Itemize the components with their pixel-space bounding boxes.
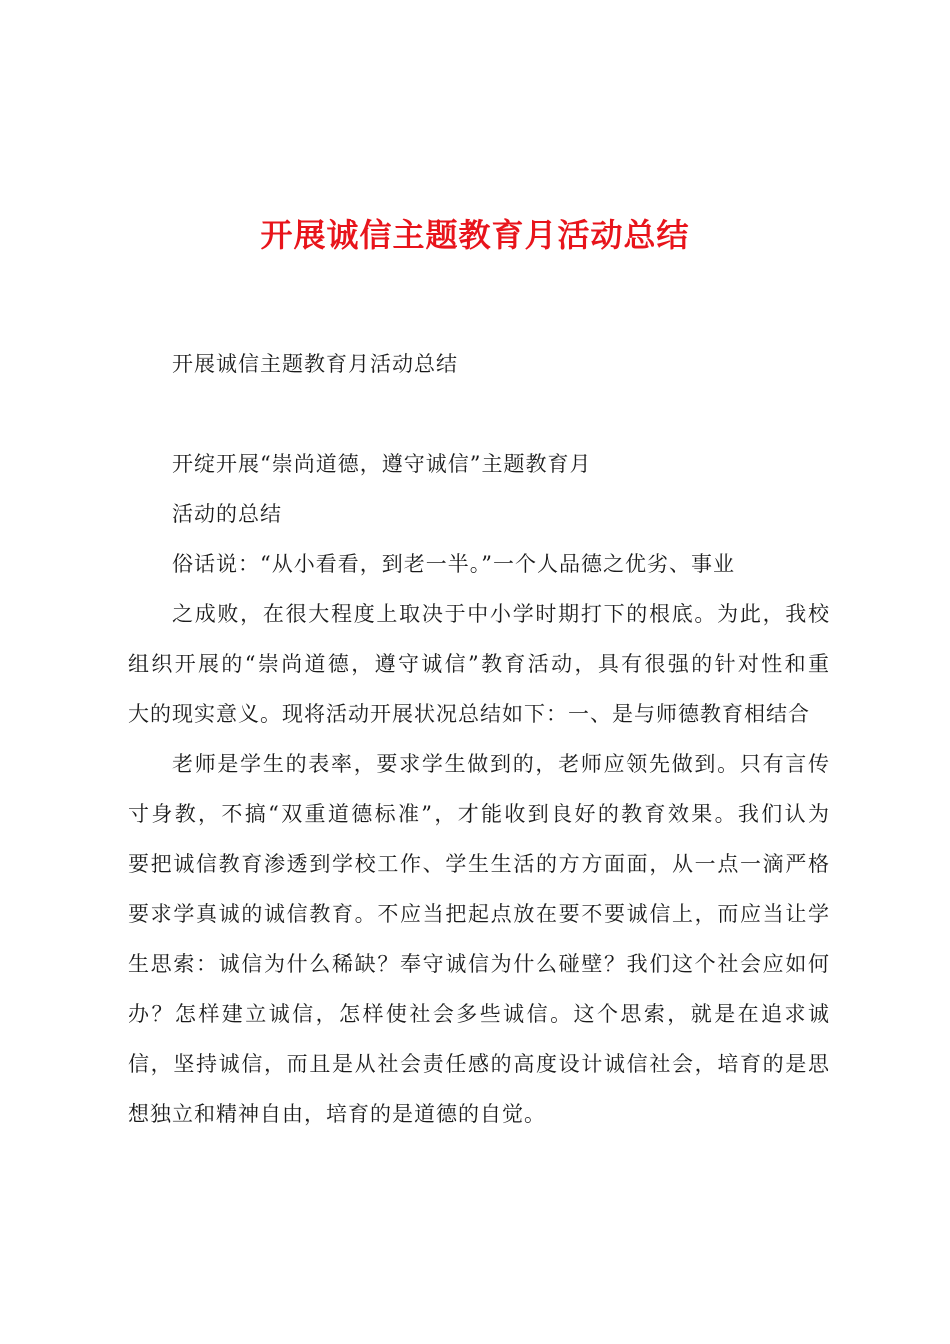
heading-line-2: 活动的总结 [172, 502, 282, 526]
paragraph-1-line-4: 大的现实意义。现将活动开展状况总结如下：一、是与师德教育相结合 [128, 702, 810, 726]
paragraph-2-line-1: 老师是学生的表率，要求学生做到的，老师应领先做到。只有言传 [172, 752, 830, 776]
document-title: 开展诚信主题教育月活动总结 [260, 216, 690, 254]
paragraph-2-line-3: 要把诚信教育渗透到学校工作、学生生活的方方面面，从一点一滴严格 [128, 852, 830, 876]
paragraph-2-line-6: 办？怎样建立诚信，怎样使社会多些诚信。这个思索，就是在追求诚 [128, 1002, 830, 1026]
heading-line-1: 开绽开展“崇尚道德，遵守诚信”主题教育月 [172, 452, 592, 476]
subtitle-line: 开展诚信主题教育月活动总结 [172, 352, 458, 376]
paragraph-2-line-8: 想独立和精神自由，培育的是道德的自觉。 [128, 1102, 546, 1126]
paragraph-2-line-4: 要求学真诚的诚信教育。不应当把起点放在要不要诚信上，而应当让学 [128, 902, 830, 926]
paragraph-2-line-2: 寸身教，不搞“双重道德标准”，才能收到良好的教育效果。我们认为 [128, 802, 830, 826]
paragraph-1-line-3: 组织开展的“崇尚道德，遵守诚信”教育活动，具有很强的针对性和重 [128, 652, 830, 676]
paragraph-2-line-5: 生思索：诚信为什么稀缺？奉守诚信为什么碰壁？我们这个社会应如何 [128, 952, 830, 976]
paragraph-1-line-2: 之成败，在很大程度上取决于中小学时期打下的根底。为此，我校 [172, 602, 830, 626]
paragraph-2-line-7: 信，坚持诚信，而且是从社会责任感的高度设计诚信社会，培育的是思 [128, 1052, 830, 1076]
paragraph-1-line-1: 俗话说：“从小看看，到老一半。”一个人品德之优劣、事业 [172, 552, 735, 576]
